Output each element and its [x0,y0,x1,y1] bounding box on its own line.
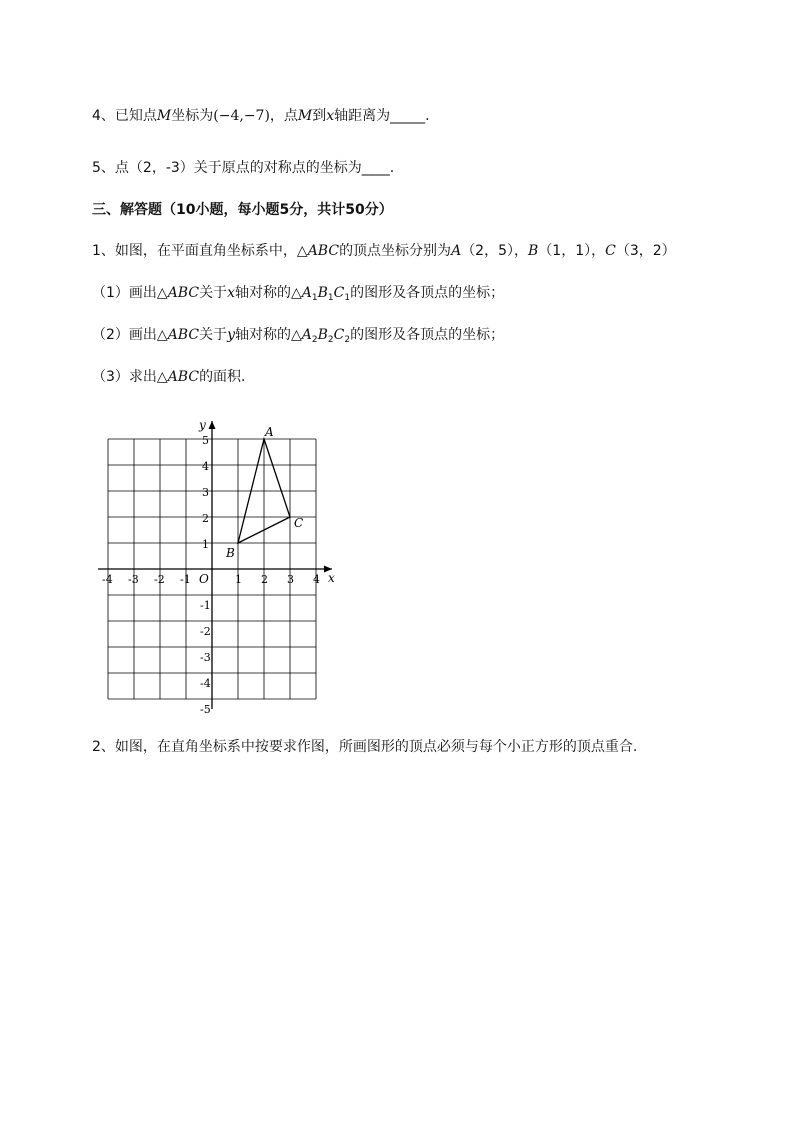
y-tick-label: -5 [200,703,211,715]
y-axis-arrow-icon [209,421,216,429]
y-tick-label: -1 [200,599,211,612]
y-tick-label: 3 [202,486,209,499]
x-tick-label: 1 [235,573,242,586]
x-tick-label: -3 [128,573,139,586]
y-tick-label: 5 [202,434,209,447]
question-5: 5、点（2，-3）关于原点的对称点的坐标为____. [92,160,395,176]
x-tick-label: -1 [180,573,191,586]
section-title: 三、解答题（10小题，每小题5分，共计50分） [92,202,393,218]
x-tick-label: -2 [154,573,165,586]
y-tick-label: -3 [200,651,211,664]
coordinate-figure [92,410,352,715]
vertex-label-c: C [294,516,304,530]
x-tick-label: -4 [102,573,113,586]
problem-2: 2、如图，在直角坐标系中按要求作图，所画图形的顶点必须与每个小正方形的顶点重合. [92,739,638,755]
subquestion-3: （3）求出△ABC的面积. [92,369,246,385]
subquestion-2: （2）画出△ABC关于y轴对称的$\triangle A_2B_2C_2$的图形及各顶点的坐标； [92,327,505,345]
vertex-label-b: B [226,546,235,560]
problem-1: 1、如图，在平面直角坐标系中，△ABC的顶点坐标分别为A（2，5），B（1，1），C（3，2） [92,243,676,259]
vertex-label-a: A [265,425,274,439]
question-4: 4、已知点M坐标为(−4,−7)，点M到x轴距离为_____. [92,108,430,124]
subquestion-1: （1）画出△ABC关于x轴对称的$\triangle A_1B_1C_1$的图形及各顶点的坐标； [92,285,505,303]
origin-label: O [199,572,209,586]
y-tick-label: -2 [200,625,211,638]
x-axis-label: x [328,571,335,585]
x-tick-label: 4 [313,573,320,586]
y-tick-label: 2 [202,512,209,525]
y-tick-label: -4 [200,677,211,690]
y-tick-label: 4 [202,460,209,473]
y-axis-label: y [199,418,206,432]
x-tick-label: 2 [261,573,268,586]
x-tick-label: 3 [287,573,294,586]
y-tick-label: 1 [202,538,209,551]
